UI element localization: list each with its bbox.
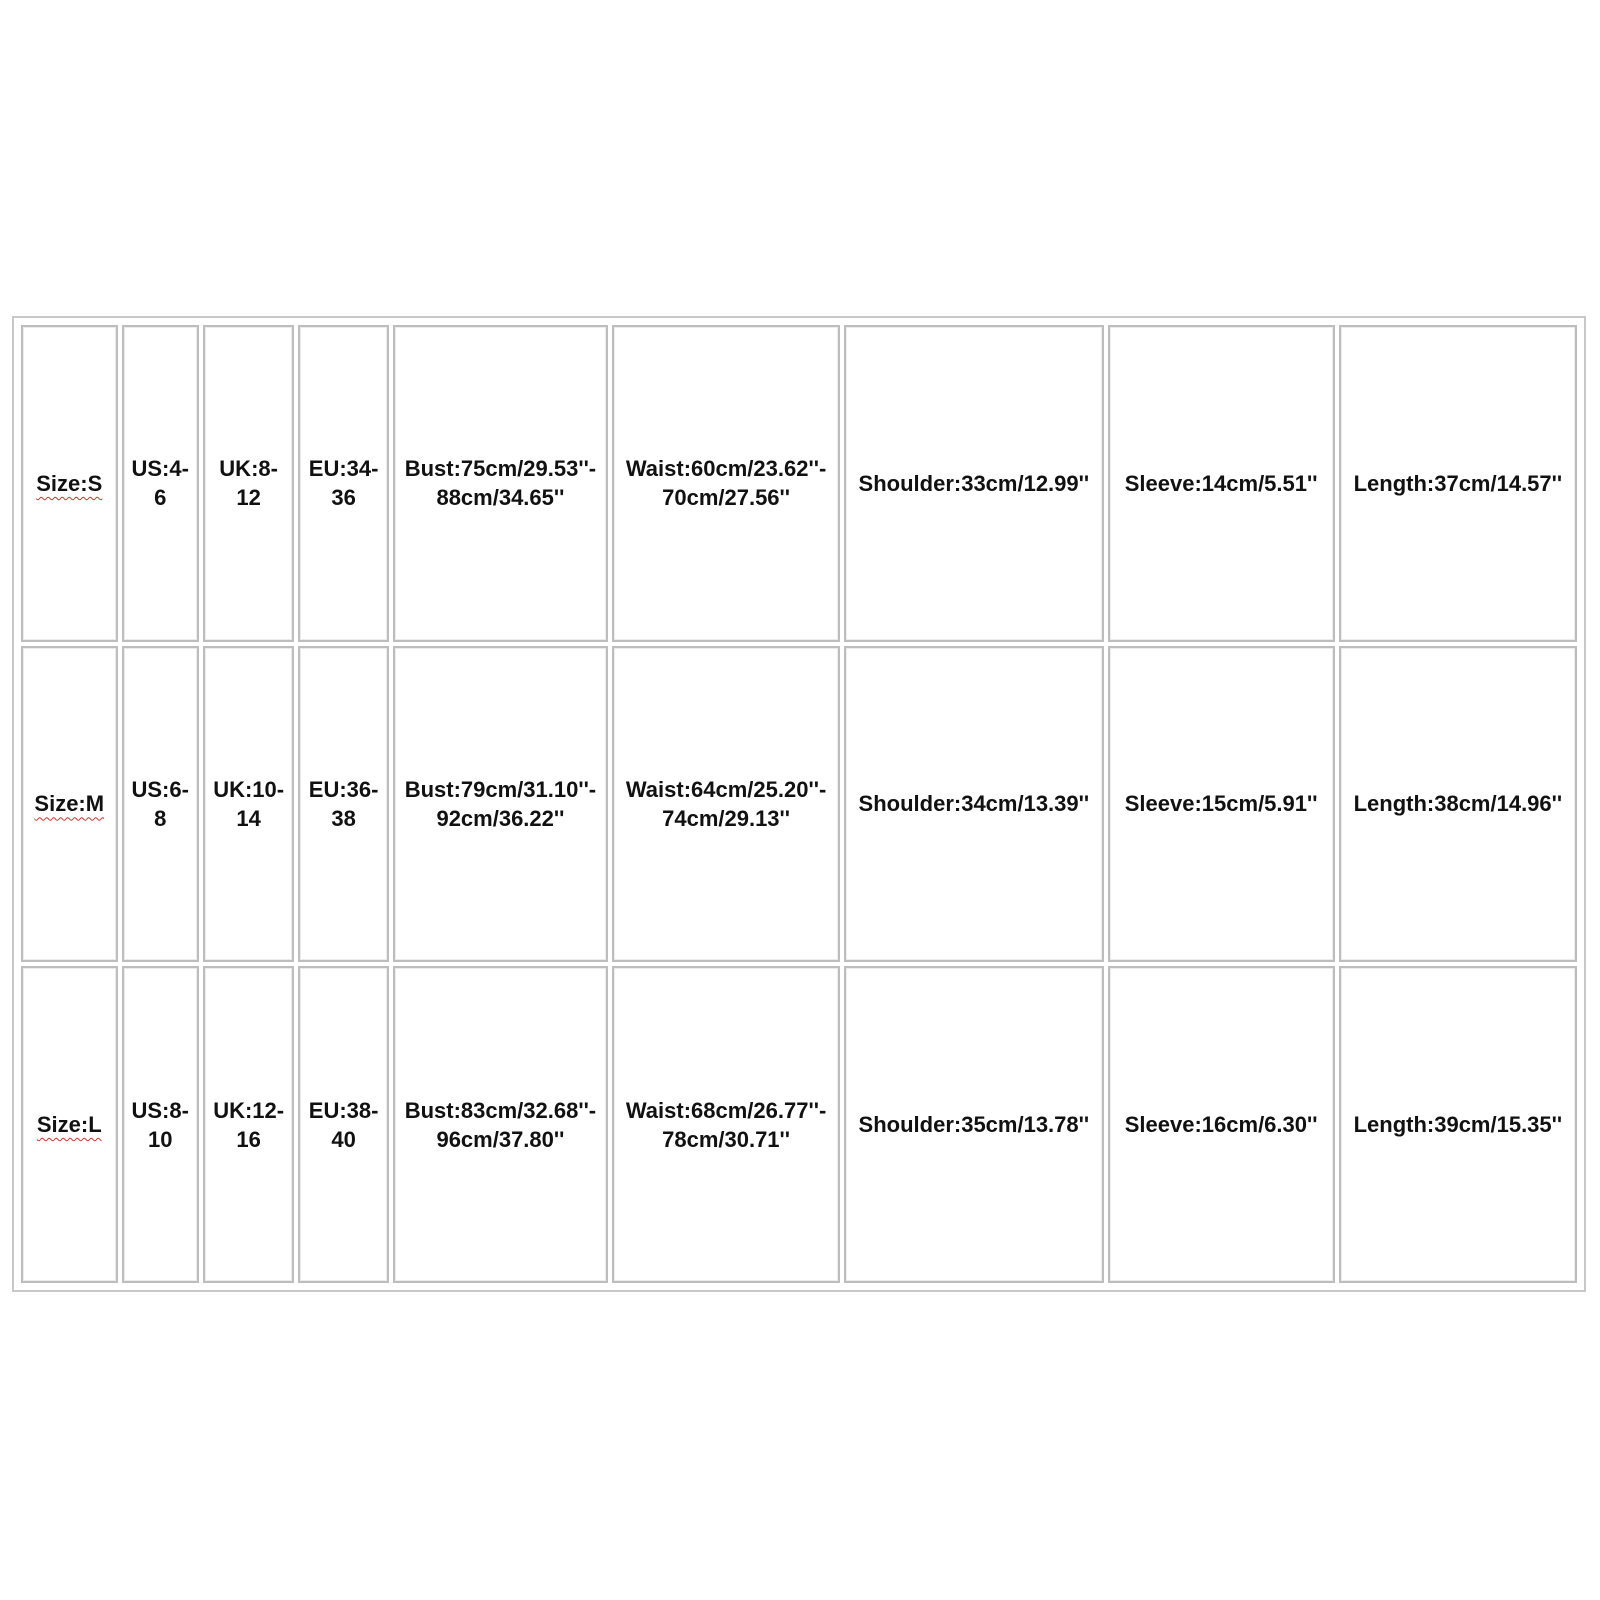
waist-cell <box>612 325 840 642</box>
bust-line-1: Bust:75cm/29.53''- <box>404 456 597 482</box>
bust-line-2: 92cm/36.22'' <box>436 805 565 831</box>
size-row-s <box>21 325 1577 642</box>
waist-line-2: 78cm/30.71'' <box>662 1126 791 1152</box>
us-size-cell <box>122 325 199 642</box>
length-cell: Length:39cm/15.35'' <box>1339 966 1577 1283</box>
bust-cell <box>393 966 608 1283</box>
bust-cell <box>393 646 608 963</box>
size-label: Size:L <box>36 1112 102 1138</box>
size-cell <box>21 646 118 963</box>
waist-line-1: Waist:68cm/26.77''- <box>625 1097 827 1123</box>
uk-size-line-1: UK:8- <box>219 456 278 482</box>
us-size-line-1: US:8- <box>131 1097 189 1123</box>
length-cell: Length:37cm/14.57'' <box>1339 325 1577 642</box>
eu-size-line-1: EU:38- <box>308 1097 379 1123</box>
sleeve-cell: Sleeve:15cm/5.91'' <box>1108 646 1335 963</box>
size-chart-frame <box>12 316 1586 1292</box>
bust-line-2: 88cm/34.65'' <box>436 485 565 511</box>
shoulder-cell: Shoulder:35cm/13.78'' <box>844 966 1103 1283</box>
sleeve-cell: Sleeve:14cm/5.51'' <box>1108 325 1335 642</box>
bust-line-1: Bust:83cm/32.68''- <box>404 1097 597 1123</box>
eu-size-cell <box>298 646 388 963</box>
size-label: Size:M <box>34 791 105 817</box>
bust-line-1: Bust:79cm/31.10''- <box>404 776 597 802</box>
waist-cell <box>612 646 840 963</box>
uk-size-line-2: 16 <box>236 1126 261 1152</box>
eu-size-line-2: 38 <box>331 805 356 831</box>
uk-size-line-1: UK:10- <box>213 776 285 802</box>
eu-size-line-2: 36 <box>331 485 356 511</box>
size-label: Size:S <box>36 470 103 496</box>
bust-line-2: 96cm/37.80'' <box>436 1126 565 1152</box>
waist-line-2: 70cm/27.56'' <box>662 485 791 511</box>
size-row-m <box>21 646 1577 963</box>
shoulder-cell: Shoulder:33cm/12.99'' <box>844 325 1103 642</box>
eu-size-cell <box>298 966 388 1283</box>
shoulder-cell: Shoulder:34cm/13.39'' <box>844 646 1103 963</box>
uk-size-cell <box>203 646 294 963</box>
uk-size-line-2: 12 <box>236 485 261 511</box>
size-cell <box>21 325 118 642</box>
bust-cell <box>393 325 608 642</box>
us-size-line-2: 10 <box>147 1126 173 1152</box>
eu-size-cell <box>298 325 388 642</box>
us-size-line-2: 8 <box>154 805 167 831</box>
us-size-cell <box>122 646 199 963</box>
eu-size-line-1: EU:34- <box>308 456 379 482</box>
waist-line-2: 74cm/29.13'' <box>662 805 791 831</box>
us-size-line-1: US:4- <box>131 456 189 482</box>
eu-size-line-2: 40 <box>331 1126 356 1152</box>
sleeve-cell: Sleeve:16cm/6.30'' <box>1108 966 1335 1283</box>
size-cell <box>21 966 118 1283</box>
us-size-cell <box>122 966 199 1283</box>
size-chart-table <box>17 321 1581 1287</box>
waist-line-1: Waist:60cm/23.62''- <box>625 456 827 482</box>
uk-size-cell <box>203 325 294 642</box>
uk-size-line-1: UK:12- <box>213 1097 285 1123</box>
waist-cell <box>612 966 840 1283</box>
length-cell: Length:38cm/14.96'' <box>1339 646 1577 963</box>
uk-size-cell <box>203 966 294 1283</box>
us-size-line-2: 6 <box>154 485 167 511</box>
uk-size-line-2: 14 <box>236 805 261 831</box>
waist-line-1: Waist:64cm/25.20''- <box>625 776 827 802</box>
us-size-line-1: US:6- <box>131 776 189 802</box>
eu-size-line-1: EU:36- <box>308 776 379 802</box>
size-row-l <box>21 966 1577 1283</box>
